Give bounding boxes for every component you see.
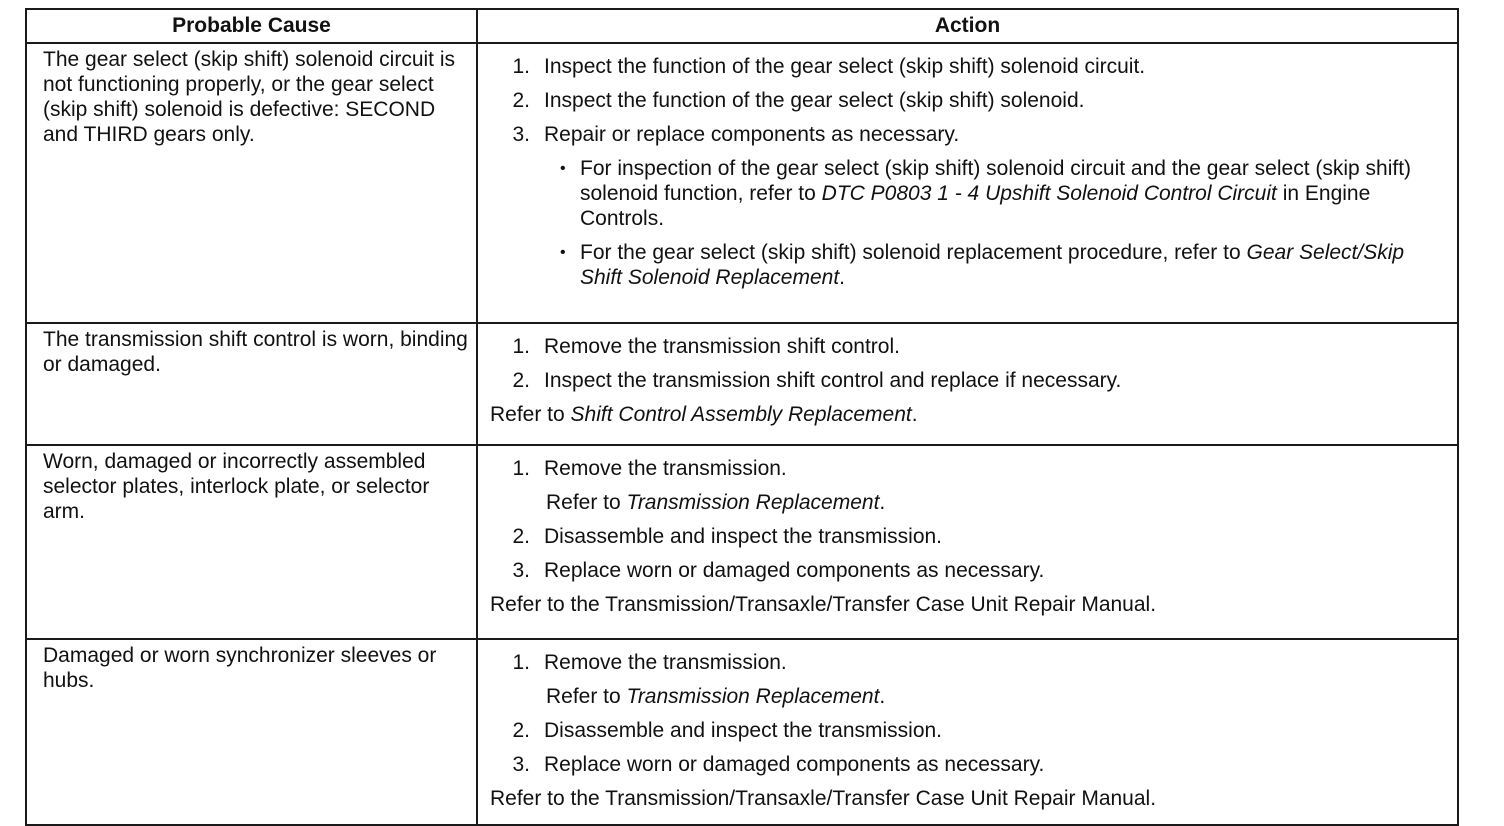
bullet-icon: • (560, 160, 566, 177)
table-row (26, 445, 1458, 639)
step-number: 3. (512, 559, 530, 582)
action-step (490, 88, 1449, 113)
action-step (490, 718, 1449, 743)
action-step (490, 558, 1449, 583)
action-step (490, 54, 1449, 79)
step-reference: Refer to Transmission Replacement. (546, 685, 886, 708)
step-number: 1. (512, 335, 530, 358)
action-cell (477, 445, 1458, 639)
action-step (490, 456, 1449, 481)
step-number: 3. (512, 123, 530, 146)
step-reference: Refer to Transmission Replacement. (546, 491, 886, 514)
step-text: Inspect the function of the gear select (skip shift) solenoid. (544, 89, 1085, 112)
action-step (490, 524, 1449, 549)
step-text: Remove the transmission. (544, 651, 787, 674)
step-text: Repair or replace components as necessary. (544, 123, 960, 146)
step-text: Disassemble and inspect the transmission. (544, 719, 943, 742)
action-step (490, 122, 1449, 147)
action-step (490, 368, 1449, 393)
action-step (490, 334, 1449, 359)
action-cell (477, 639, 1458, 825)
action-cell (477, 43, 1458, 323)
action-cell (477, 323, 1458, 445)
step-text: Remove the transmission. (544, 457, 787, 480)
step-text: Replace worn or damaged components as necessary. (544, 559, 1045, 582)
action-step (490, 650, 1449, 675)
cause-cell: Worn, damaged or incorrectly assembled selector plates, interlock plate, or selector arm. (26, 445, 477, 639)
reference-link: Shift Control Assembly Replacement (570, 403, 912, 426)
cause-cell: Damaged or worn synchronizer sleeves or hubs. (26, 639, 477, 825)
bullet-icon: • (560, 244, 566, 261)
step-number: 3. (512, 753, 530, 776)
step-number: 2. (512, 525, 530, 548)
bullet-text: For inspection of the gear select (skip shift) solenoid circuit and the gear select (skip shift) solenoid function, refer to DTC P0803 1 - 4 Upshift Solenoid Control Circuit in Engine Controls. (580, 157, 1412, 230)
action-step (490, 752, 1449, 777)
cause-cell: The transmission shift control is worn, binding or damaged. (26, 323, 477, 445)
bullet-item (560, 240, 1449, 290)
step-number: 2. (512, 719, 530, 742)
step-number: 2. (512, 89, 530, 112)
step-text: Remove the transmission shift control. (544, 335, 900, 358)
header-action: Action (477, 9, 1458, 43)
step-text: Inspect the function of the gear select (skip shift) solenoid circuit. (544, 55, 1146, 78)
reference-note: Refer to the Transmission/Transaxle/Transfer Case Unit Repair Manual. (490, 787, 1157, 810)
reference-link: DTC P0803 1 - 4 Upshift Solenoid Control Circuit (821, 182, 1277, 205)
bullet-text: For the gear select (skip shift) solenoid replacement procedure, refer to Gear Select/Skip Shift Solenoid Replacement. (580, 241, 1405, 289)
reference-note: Refer to the Transmission/Transaxle/Transfer Case Unit Repair Manual. (490, 593, 1157, 616)
table-row (26, 639, 1458, 825)
header-probable-cause: Probable Cause (26, 9, 477, 43)
cause-cell: The gear select (skip shift) solenoid circuit is not functioning properly, or the gear select (skip shift) solenoid is defective: SECOND and THIRD gears only. (26, 43, 477, 323)
bullet-item (560, 156, 1449, 231)
reference-link: Transmission Replacement (626, 685, 880, 708)
step-text: Disassemble and inspect the transmission. (544, 525, 943, 548)
table-row (26, 323, 1458, 445)
step-text: Replace worn or damaged components as necessary. (544, 753, 1045, 776)
step-number: 2. (512, 369, 530, 392)
step-number: 1. (512, 651, 530, 674)
reference-link: Transmission Replacement (626, 491, 880, 514)
diagnostic-table (25, 8, 1459, 826)
step-number: 1. (512, 55, 530, 78)
header-row (26, 9, 1458, 43)
reference-note: Refer to Shift Control Assembly Replacement. (490, 403, 918, 426)
step-text: Inspect the transmission shift control and replace if necessary. (544, 369, 1122, 392)
step-number: 1. (512, 457, 530, 480)
table-row (26, 43, 1458, 323)
reference-link: Gear Select/Skip Shift Solenoid Replacement (580, 241, 1405, 289)
